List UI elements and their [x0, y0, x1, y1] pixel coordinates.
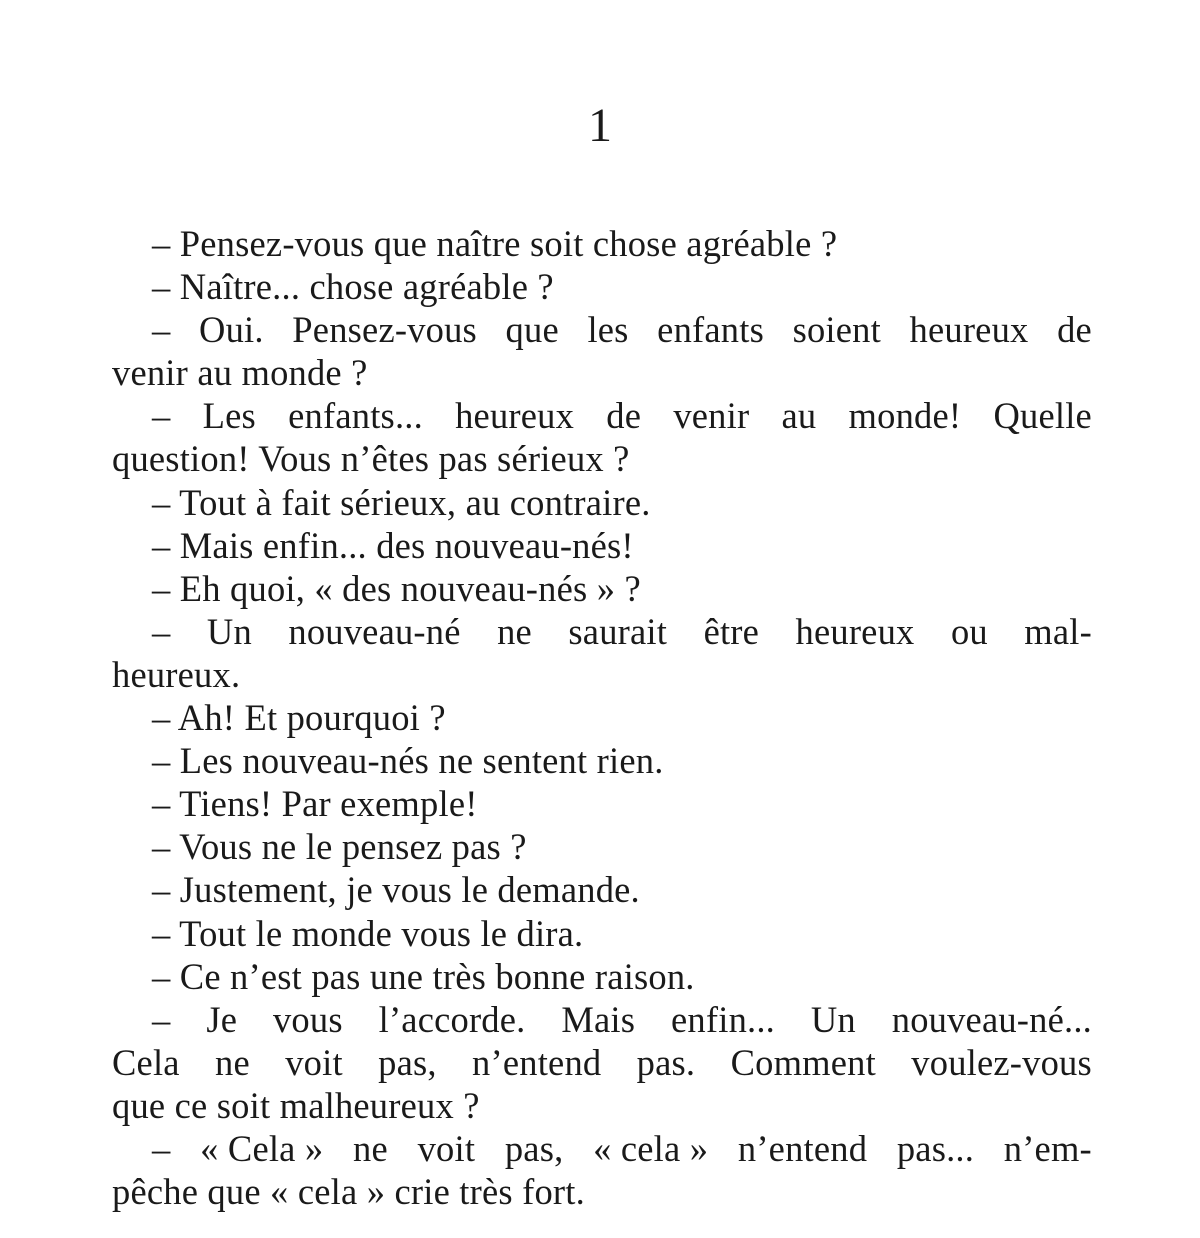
word: pas,: [378, 1041, 437, 1083]
text-line: [112, 1127, 1092, 1170]
word: ou: [950, 610, 988, 652]
word: venir: [673, 395, 750, 437]
word: pas...: [896, 1127, 975, 1169]
chapter-number: 1: [588, 99, 612, 152]
text-line: – Tout le monde vous le dira.: [152, 912, 584, 954]
text-line: heureux.: [112, 653, 241, 695]
word: Mais: [561, 998, 636, 1040]
word: Oui.: [199, 309, 264, 351]
text-line: que ce soit malheureux ?: [112, 1084, 480, 1126]
text-line: [112, 1041, 1092, 1084]
dialogue-text: [112, 222, 1092, 1213]
word: nouveau-né...: [891, 998, 1092, 1040]
text-line: – Ce n’est pas une très bonne raison.: [152, 955, 695, 997]
text-line: [112, 998, 1092, 1041]
word: enfants: [657, 309, 764, 351]
word: Un: [206, 610, 252, 652]
word: –: [152, 610, 171, 652]
word: pas.: [636, 1041, 696, 1083]
word: –: [152, 998, 171, 1040]
word: monde!: [848, 395, 962, 437]
word: voit: [285, 1041, 343, 1083]
word: de: [1057, 309, 1092, 351]
text-line: venir au monde ?: [112, 352, 368, 394]
word: voulez-vous: [911, 1041, 1092, 1083]
word: vous: [272, 998, 343, 1040]
word: les: [587, 309, 629, 351]
word: Pensez-vous: [292, 309, 477, 351]
word: n’entend: [737, 1127, 868, 1169]
word: que: [505, 309, 559, 351]
text-line: – Ah! Et pourquoi ?: [152, 697, 446, 739]
text-line: – Mais enfin... des nouveau-nés!: [152, 524, 634, 566]
text-line: question! Vous n’êtes pas sérieux ?: [112, 438, 630, 480]
word: au: [781, 395, 817, 437]
word: –: [152, 395, 171, 437]
text-line: – Justement, je vous le demande.: [152, 869, 640, 911]
word: de: [606, 395, 642, 437]
word: l’accorde.: [378, 998, 526, 1040]
word: nouveau-né: [288, 610, 461, 652]
text-line: – Tout à fait sérieux, au contraire.: [152, 481, 651, 523]
text-line: – Naître... chose agréable ?: [152, 266, 554, 308]
word: ne: [215, 1041, 250, 1083]
word: enfants...: [288, 395, 423, 437]
word: –: [152, 309, 171, 351]
text-line: pêche que « cela » crie très fort.: [112, 1171, 585, 1213]
text-line: – Eh quoi, « des nouveau-nés » ?: [152, 567, 641, 609]
text-line: – Les nouveau-nés ne sentent rien.: [152, 740, 664, 782]
text-line: [112, 394, 1092, 437]
word: enfin...: [671, 998, 776, 1040]
word: Quelle: [993, 395, 1092, 437]
word: Les: [202, 395, 256, 437]
word: n’entend: [472, 1041, 602, 1083]
word: Je: [206, 998, 238, 1040]
word: « Cela »: [200, 1127, 324, 1169]
word: heureux: [795, 610, 915, 652]
text-line: – Tiens! Par exemple!: [152, 783, 478, 825]
word: soient: [792, 309, 881, 351]
word: ne: [497, 610, 532, 652]
word: Un: [810, 998, 856, 1040]
word: voit: [417, 1127, 476, 1169]
word: Cela: [112, 1041, 180, 1083]
text-line: [112, 308, 1092, 351]
word: pas,: [504, 1127, 564, 1169]
text-line: – Pensez-vous que naître soit chose agréable ?: [152, 223, 838, 264]
text-line: [112, 610, 1092, 653]
word: saurait: [568, 610, 668, 652]
word: Comment: [730, 1041, 876, 1083]
word: « cela »: [593, 1127, 709, 1169]
word: heureux: [909, 309, 1029, 351]
word: –: [152, 1127, 171, 1169]
word: mal-: [1024, 610, 1092, 652]
word: ne: [353, 1127, 388, 1169]
text-line: – Vous ne le pensez pas ?: [152, 826, 527, 868]
word: être: [703, 610, 760, 652]
word: n’em-: [1003, 1127, 1092, 1169]
word: heureux: [455, 395, 575, 437]
